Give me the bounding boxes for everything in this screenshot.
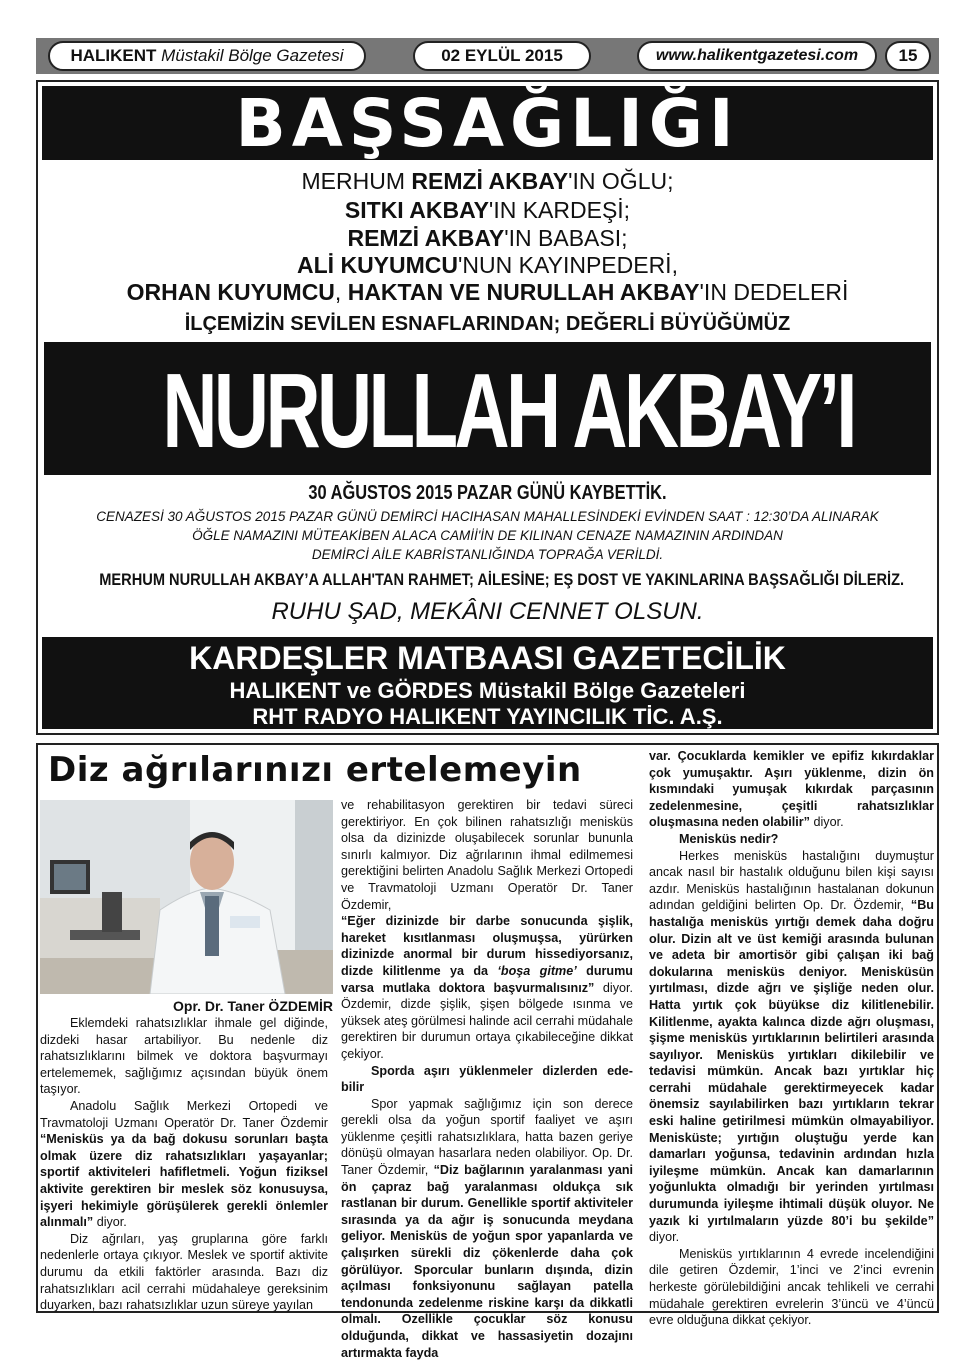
condolence-line: MERHUM NURULLAH AKBAY’A ALLAH'TAN RAHMET; AİLESİNE; EŞ DOST VE YAKINLARINA BAŞSAĞLIĞI DİLERİZ. <box>99 570 905 589</box>
paragraph: Menisküs yırtıklarının 4 evrede incelendiğini dile getiren Özdemir, 1’inci ve 2’inci evrenin herkeste görülebildiğini ancak tehlikeli ve cerrahi müdahale gerektiren evrelerin 3’üncü ve 4’üncü evre olduğuna dikkat çekiyor. <box>649 1246 934 1328</box>
paper-name: HALIKENT <box>70 46 157 65</box>
article-column-1 <box>40 1015 328 1314</box>
obituary-line-1: MERHUM REMZİ AKBAY'IN OĞLU; <box>301 168 674 194</box>
sponsor-line-2: HALIKENT ve GÖRDES Müstakil Bölge Gazeteleri <box>229 678 746 703</box>
paragraph: Spor yapmak sağlığımız için son derece gerekli olsa da yoğun sportif faaliyet ve aşırı yüklenme çeşitli rahatsızlıklara, hatta bazen geriye dönüşü olmayan hasarlara neden olabiliyor. Op. Dr. Taner Özdemir, “Diz bağlarının yaralanması yani ön çapraz bağ yaralanması oldukça sık rastlanan bir durum. Genellikle sportif aktiviteler sırasında ya da ağır iş sonucunda meydana geliyor. Menisküs de yoğun spor yapanlarda ve çalışırken sürekli diz çökenlerde daha çok görülüyor. Sporcular bunların dışında, dizin açılması fonksiyonunu sağlayan patella tendonunda zedelenme riskine karşı da dikkatli olmalı. Özellikle çocuklar söz konusu olduğunda, dikkat ve hassasiyetin dozajını artırmakta fayda <box>341 1096 634 1360</box>
paper-name-badge <box>48 41 366 71</box>
paragraph: ve rehabilitasyon gerektiren bir tedavi süreci gerektiriyor. En çok bilinen rahatsızlığı menisküs olsa da dizinizde oluşabilecek sorunlar bununla sınırlı kalmıyor. Diz ağrılarının ihmal edilmemesi gerektiğini belirten Anadolu Sağlık Merkezi Ortopedi ve Travmatoloji Uzmanı Operatör Dr. Taner Özdemir, <box>341 798 633 912</box>
article-column-2 <box>341 797 633 1361</box>
website-link[interactable]: www.halikentgazetesi.com <box>637 41 877 71</box>
page-number: 15 <box>885 41 931 71</box>
paragraph: Eklemdeki rahatsızlıklar ihmale gel diğinde, dizdeki hasar artabiliyor. Bu nedenle diz rahatsızlıklarını bilmek ve doktora başvurmayı ertelememek, sağlığımız açısından büyük önem taşıyor. <box>40 1016 328 1097</box>
paper-subtitle: Müstakil Bölge Gazetesi <box>161 46 344 65</box>
obituary-line-6: İLÇEMİZİN SEVİLEN ESNAFLARINDAN; DEĞERLİ BÜYÜĞÜMÜZ <box>184 313 791 335</box>
obituary-line-2: SITKI AKBAY'IN KARDEŞİ; <box>344 197 631 223</box>
funeral-line-1: CENAZESİ 30 AĞUSTOS 2015 PAZAR GÜNÜ DEMİRCİ HACIHASAN MAHALLESİNDEKİ EVİNDEN SAAT : 12:30’DA ALINARAK <box>96 509 879 524</box>
sponsor-line-1: KARDEŞLER MATBAASI GAZETECİLİK <box>189 640 786 676</box>
prayer-line: RUHU ŞAD, MEKÂNI CENNET OLSUN. <box>271 598 704 625</box>
obituary-line-5: ORHAN KUYUMCU, HAKTAN VE NURULLAH AKBAY'IN DEDELERİ <box>126 279 849 305</box>
funeral-line-2: ÖĞLE NAMAZINI MÜTEAKİBEN ALACA CAMİİ'İN DE KILINAN CENAZE NAMAZININ ARDINDAN <box>192 528 783 543</box>
obituary-line-3: REMZİ AKBAY'IN BABASI; <box>347 225 628 251</box>
subheading: Menisküs nedir? <box>679 831 779 846</box>
article-headline: Diz ağrılarınızı ertelemeyin <box>48 750 582 790</box>
paragraph: Herkes menisküs hastalığını duymuştur ancak nasıl bir hastalık olduğunu bilen kişi sayısı azdır. Menisküs hastalığının hastalanan dokunun adından geldiğini belirten Op. Dr. Özdemir, “Bu hastalığa menisküs yırtığı demek daha doğru olur. Dizin alt ve üst kemiği arasında bulunan ve adeta bir amortisör gibi çalışan iki bağ dokularına menisküs deniyor. Menisküsün yırtılması, dizde ağrı ve şişliğe neden olur. Hatta yırtık çok büyükse diz kilitlenebilir. Kilitlenme, ayakta kalınca dizde ağrı oluşması, şişme menisküs yırtıklarının belirtileri arasında sayılıyor. Menisküs yırtıkları dikilebilir ve tedavisi mümkün. Ancak bazı yırtıklar hiç cerrahi müdahale gerektirmeyecek kadar önemsiz sayılabilirken bazı yırtıkların tekrar eski haline getirilmesi mümkün olmayabiliyor. Menisküste; yırtığın oluştuğu yerde kan damarları yoğunsa, tedavinin ardından hızla iyileşme mümkün. Ancak kan damarlarının yoğunlukta olmadığı bir yerinden yırtılması durumunda iyileşme ihtimali düşük oluyor. Ne yazık ki yırtılmaların yüzde 80’i bu şekilde” diyor. <box>649 848 934 1245</box>
doctor-photo <box>40 800 333 994</box>
paragraph: “Eğer dizinizde bir darbe sonucunda şişlik, hareket kısıtlanması oluşmuşsa, yürürken dizinizde anormal bir durum hissediyorsanız, dizde kilitlenme ya da ‘boşa gitme’ durumu varsa mutlaka doktora başvurmalısınız” diyor. Özdemir, dizde şişlik, şişen bölgede ısınma ve yüksek ateş görülmesi halinde acil cerrahi müdahale gerektiren bir durumun ortaya çıkabileceğine dikkat çekiyor. <box>341 914 633 1061</box>
subheading: Sporda aşırı yüklenmeler dizlerden ede- bilir <box>341 1063 633 1095</box>
paragraph: Diz ağrıları, yaş gruplarına göre farklı nedenlerle ortaya çıkıyor. Meslek ve sportif aktivite durumu da etkili faktörler arasında. Bazı diz rahatsızlıkları acil cerrahi müdahaleye gereksinim duyarken, bazı rahatsızlıklar uzun süreye yayılan <box>40 1231 328 1313</box>
death-date: 30 AĞUSTOS 2015 PAZAR GÜNÜ KAYBETTİK. <box>308 482 667 504</box>
issue-date: 02 EYLÜL 2015 <box>413 41 591 71</box>
funeral-line-3: DEMİRCİ AİLE KABRİSTANLIĞINDA TOPRAĞA VERİLDİ. <box>311 547 664 562</box>
sponsor-line-3: RHT RADYO HALIKENT YAYINCILIK TİC. A.Ş. <box>252 704 723 729</box>
paragraph: Anadolu Sağlık Merkezi Ortopedi ve Travmatoloji Uzmanı Operatör Dr. Taner Özdemir “Menisküs ya da bağ dokusu sorunları başta olmak üzere diz rahatsızlıkları yaşayanlar; sportif aktiviteleri hafifletmeli. Yoğun fiziksel aktivite gerektiren bir meslek söz konusuysa, işyeri hekimiyle görüşülerek gerekli önlemler alınmalı” diyor. <box>40 1098 328 1230</box>
article-column-3 <box>649 748 934 1329</box>
obituary-title: BAŞSAĞLIĞI <box>42 86 933 160</box>
obituary-line-4: ALİ KUYUMCU'NUN KAYINPEDERİ, <box>297 252 678 278</box>
photo-caption: Opr. Dr. Taner ÖZDEMİR <box>173 998 333 1014</box>
paragraph: var. Çocuklarda kemikler ve epifiz kıkırdaklar çok yumuşaktır. Aşırı yüklenme, dizin ön kısmındaki yumuşak kıkırdak parçasının zedelenmesine, çeşitli rahatsızlıklar oluşmasına neden olabilir” diyor. <box>649 749 934 830</box>
deceased-name: NURULLAH AKBAY’I <box>162 352 854 470</box>
